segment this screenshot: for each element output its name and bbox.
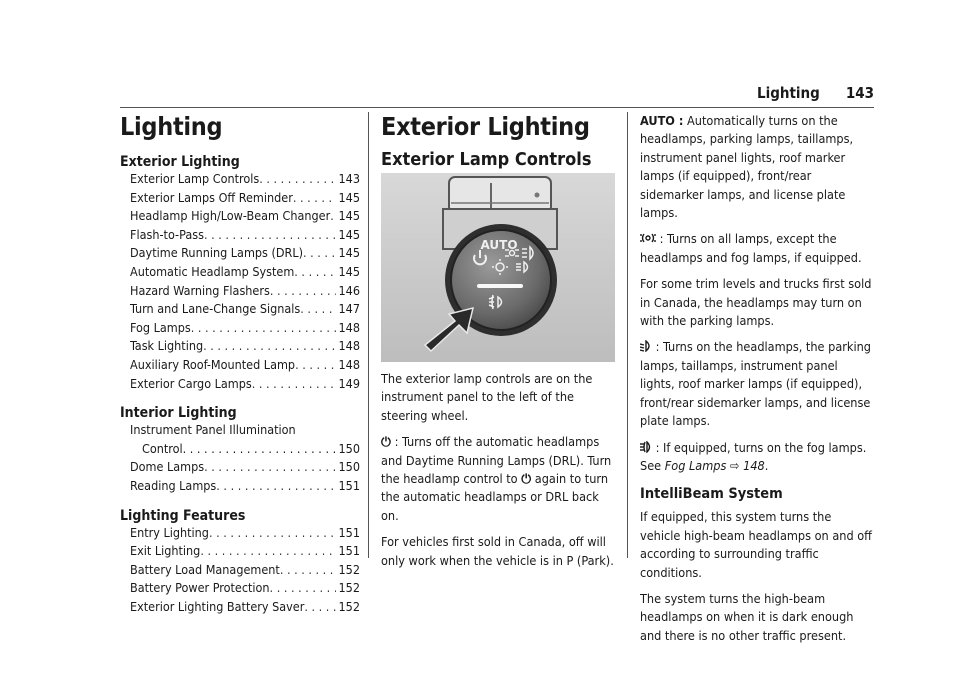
toc-item[interactable]: Exterior Lamp Controls . . . 143 <box>120 170 360 189</box>
canada-off-paragraph: For vehicles first sold in Canada, off will only work when the vehicle is in P (Park). <box>381 534 614 568</box>
toc-item[interactable]: Task Lighting . . . 148 <box>120 337 360 356</box>
toc-item[interactable]: Exterior Lamps Off Reminder . . . 145 <box>120 189 360 208</box>
toc-item[interactable]: Reading Lamps . . . 151 <box>120 477 360 496</box>
toc-item[interactable]: Exit Lighting . . . 151 <box>120 542 360 561</box>
toc-item[interactable]: Entry Lighting . . . 151 <box>120 524 360 543</box>
header-title: Lighting <box>756 84 820 102</box>
toc-title: Lighting <box>120 112 223 141</box>
toc-item[interactable]: Battery Load Management . . . 152 <box>120 561 360 580</box>
page-ref-arrow-icon: ⇨ <box>730 457 740 473</box>
toc-section-heading: Exterior Lighting <box>120 154 240 170</box>
lamp-control-illustration <box>381 173 615 362</box>
toc-item[interactable]: Dome Lamps . . . 150 <box>120 458 360 477</box>
toc-item[interactable]: Headlamp High/Low-Beam Changer . . . 145 <box>120 207 360 226</box>
column-divider <box>368 112 369 558</box>
intellibeam-heading: IntelliBeam System <box>640 486 783 503</box>
toc-list-features <box>120 524 360 617</box>
fog-lamps-page-ref[interactable]: 148 <box>743 457 765 473</box>
toc-item[interactable]: Flash-to-Pass . . . 145 <box>120 226 360 245</box>
right-column <box>640 112 874 645</box>
toc-item[interactable]: Battery Power Protection . . . 152 <box>120 579 360 598</box>
section-title: Exterior Lighting <box>381 112 590 141</box>
subsection-title: Exterior Lamp Controls <box>381 149 592 170</box>
middle-column <box>381 112 615 170</box>
headlamp-paragraph: : Turns on the headlamps, the parking lamps, taillamps, instrument panel lights, roof marker lamps (if equipped), front/rear sidemarker lamps, and license plate lamps. <box>640 339 872 429</box>
middle-column-text <box>381 370 615 570</box>
intellibeam-paragraph-1: If equipped, this system turns the vehicle high-beam headlamps on and off according to surrounding traffic conditions. <box>640 509 872 580</box>
fog-lamp-icon <box>640 441 652 453</box>
page-number: 143 <box>845 84 874 102</box>
power-off-icon: ⏻ <box>521 471 532 487</box>
header-rule <box>120 107 874 108</box>
off-paragraph: ⏻ : Turns off the automatic headlamps and Daytime Running Lamps (DRL). Turn the headlamp control to ⏻ again to turn the automatic headlamps or DRL back on. <box>381 434 612 523</box>
toc-item[interactable]: Fog Lamps . . . 148 <box>120 319 360 338</box>
parking-lamp-icon <box>640 232 656 244</box>
toc-list-interior <box>120 421 360 495</box>
auto-label: AUTO <box>480 238 518 252</box>
lamp-control-figure <box>381 173 615 362</box>
running-header <box>757 84 874 102</box>
toc-item[interactable]: Exterior Cargo Lamps . . . 149 <box>120 375 360 394</box>
parking-lamp-paragraph: : Turns on all lamps, except the headlamps and fog lamps, if equipped. <box>640 231 862 265</box>
toc-item[interactable]: Exterior Lighting Battery Saver . . . 152 <box>120 598 360 617</box>
toc-item[interactable]: Daytime Running Lamps (DRL) . . . 145 <box>120 244 360 263</box>
toc-column <box>120 112 360 616</box>
intellibeam-paragraph-2: The system turns the high-beam headlamps on when it is dark enough and there is no other traffic present. <box>640 590 854 643</box>
fog-paragraph: : If equipped, turns on the fog lamps. See Fog Lamps ⇨ 148. <box>640 439 867 473</box>
toc-section-heading: Lighting Features <box>120 507 246 524</box>
toc-item[interactable]: Automatic Headlamp System . . . 145 <box>120 263 360 282</box>
canada-paragraph: For some trim levels and trucks first sold in Canada, the headlamps may turn on with the parking lamps. <box>640 276 872 329</box>
toc-item[interactable]: Instrument Panel Illumination Control . . . 150 <box>120 421 360 458</box>
toc-item[interactable]: Hazard Warning Flashers . . . 146 <box>120 282 360 301</box>
column-divider <box>627 112 628 558</box>
toc-item[interactable]: Turn and Lane-Change Signals . . . 147 <box>120 300 360 319</box>
auto-paragraph: AUTO : Automatically turns on the headlamps, parking lamps, taillamps, instrument panel lights, roof marker lamps (if equipped), front/rear sidemarker lamps, and license plate lamps. <box>640 113 854 221</box>
power-off-icon: ⏻ <box>381 434 391 450</box>
fog-lamps-link[interactable]: Fog Lamps <box>664 457 727 473</box>
headlamp-icon <box>640 340 652 352</box>
toc-section-heading: Interior Lighting <box>120 405 237 422</box>
intro-paragraph: The exterior lamp controls are on the instrument panel to the left of the steering wheel. <box>381 371 593 423</box>
toc-item[interactable]: Auxiliary Roof-Mounted Lamp . . . 148 <box>120 356 360 375</box>
toc-list-exterior <box>120 170 360 393</box>
